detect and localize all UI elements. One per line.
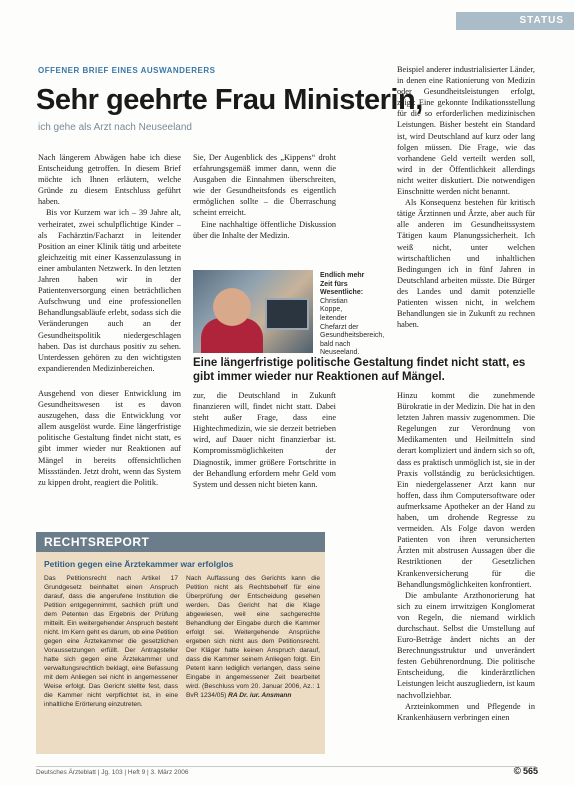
paragraph: Arzteinkommen und Pflegende in Krankenhäusern verbringen einen	[397, 701, 535, 722]
paragraph: Die ambulante Arzthonorierung hat sich zu einem irrwitzigen Konglomerat von Regeln, die niemand wirklich durchschaut. Selbst die Umstellung auf Euro-Beträge ändert nichts an der Berechnungsstruktur und unverändert festen Gebührenordnung. Die politische Entscheidung, die kinderärztlichen Leistungen leicht auszugliedern, ist kaum nachvollziehbar.	[397, 590, 535, 700]
page-footer	[36, 766, 536, 776]
copyright-c-icon: ©	[513, 766, 521, 777]
paragraph: Beispiel anderer industrialisierter Länder, in denen eine Rationierung von Medizin oder Gesundheitsleistungen erfolgt, zeigt: Eine gekonnte Indikationsstellung für die so erforderlichen medizinischen Leistungen. Bisher besteht ein Standard ist, wird Deutschland auf kurz oder lang folgen müssen. Die Frage, wie das vorhandene Geld verteilt werden soll, wird in der Öffentlichkeit allerdings nicht weiter diskutiert. Die notwendigen Einschnitte werden nicht benannt.	[397, 65, 535, 197]
report-column-1	[44, 574, 178, 750]
page-number-value: 565	[522, 766, 538, 776]
pull-quote: Eine längerfristige politische Gestaltung findet nicht statt, es gibt immer wieder nur Reaktionen auf Mängel.	[193, 357, 526, 383]
article-column-1-top	[38, 152, 181, 378]
article-column-3-top	[397, 64, 535, 352]
article-kicker: OFFENER BRIEF EINES AUSWANDERERS	[38, 66, 216, 75]
paragraph: Bis vor Kurzem war ich – 39 Jahre alt, verheiratet, zwei schulpflichtige Kinder – als Fachärztin/Facharzt in leitender Position an einer Klinik tätig und arbeitete gleichzeitig mit einer Kassenzulassung in einer ambulanten Netzwerk. In den letzten Jahren haben wir in der Patientenversorgung einen beträchtlichen Aufschwung und eine professionellen Behandlungsabläufe erlebt, sodass sich die Veränderungen auch an der Gesundheitspolitik niedergeschlagen haben. Das ist durchaus positiv zu sehen. Unterdessen gehören zu den wichtigsten expandierenden Medizinbereichen.	[38, 208, 181, 373]
paragraph: zur, die Deutschland in Zukunft finanzieren will, findet nicht statt. Dabei steht außer Frage, dass eine Hightechmedizin, wie sie derzeit betrieben wird, auf Dauer nicht finanzierbar ist. Kompromissmöglichkeiten der Diagnostik, immer größere Fortschritte in der Behandlung erfordern mehr Geld vom System und dessen nicht bieten kann.	[193, 391, 336, 489]
report-header: RECHTSREPORT	[36, 532, 325, 552]
section-tag: STATUS	[456, 12, 574, 30]
paragraph: Eine nachhaltige öffentliche Diskussion über die Inhalte der Medizin.	[193, 219, 336, 240]
journal-citation: Deutsches Ärzteblatt | Jg. 103 | Heft 9 | 3. März 2006	[36, 769, 189, 776]
report-column-2	[186, 574, 320, 750]
paragraph: Hinzu kommt die zunehmende Bürokratie in der Medizin. Die hat in den letzten Jahren massiv zugenommen. Die Regelungen zur Verordnung von Medikamenten und Heilmitteln sind derart kompliziert und ändern sich so oft, dass es praktisch unmöglich ist, sie in der Praxis vollständig zu berücksichtigen. Ein niedergelassener Arzt kann nur hoffen, dass ihm Computersoftware oder aufmerksame Apotheker an der Hand zu haben, um drohende Regresse zu vermeiden. Als Folge davon werden Patienten von ihren verunsicherten Ärzten mit abstrusen Aussagen über die Restriktionen der Gesetzlichen Krankenversicherung für die Behandlungsmöglichkeiten konfrontiert.	[397, 391, 535, 589]
article-subhead: ich gehe als Arzt nach Neuseeland	[38, 122, 192, 133]
page-number	[514, 766, 538, 777]
report-text: Nach Auffassung des Gerichts kann die Petition nicht als Rechtsbehelf für eine Überprüfung der Entscheidung gesehen werden. Das Gericht hat die Klage abgewiesen, weil eine sachgerechte Behandlung der Eingabe durch die Kammer erfolgt sei. Weitergehende Ansprüche ergeben sich nicht aus dem Petitionsrecht. Der Kläger hatte keinen Anspruch darauf, dass die Kammer seinem Anliegen folgt. Ein Petent kann lediglich verlangen, dass seine Eingabe in angemessener Zeit bearbeitet wird. (Beschluss vom 20. Januar 2006, Az.: 1 BvR 1234/05)	[186, 575, 320, 699]
report-text: Das Petitionsrecht nach Artikel 17 Grundgesetz beinhaltet einen Anspruch darauf, dass die angerufene Institution die Petition entgegennimmt, sachlich prüft und dem Petenten das Ergebnis der Prüfung mitteilt. Ein weitergehender Anspruch besteht nicht. Im Kern geht es darum, ob eine Petition gegen eine Ärztekammer die gesetzlichen Voraussetzungen erfüllt. Der Antragsteller hatte sich gegen eine Ärztekammer und verwaltungsrechtlich beklagt, eine Befassung mit dem Anliegen sei nicht in angemessener Weise erfolgt. Das Gericht stellte fest, dass die Kammer nicht verpflichtet ist, in eine inhaltliche Erörterung einzutreten.	[44, 575, 178, 708]
paragraph: Ausgehend von dieser Entwicklung im Gesundheitswesen ist es davon auszugehen, dass die Entwicklung vor allem ausgelöst wurde. Eine längerfristige politische Gestaltung findet nicht statt, es gibt immer wieder nur Reaktionen auf Mängel in bereits offensichtlichen Missständen. Jetzt droht, wenn das System zu kippen droht, reagiert die Politik.	[38, 389, 181, 487]
person-head	[213, 288, 251, 326]
article-photo	[193, 270, 313, 353]
computer-monitor	[265, 298, 309, 330]
article-column-3-bottom	[397, 390, 535, 760]
report-title: Petition gegen eine Ärztekammer war erfolglos	[44, 559, 234, 569]
paragraph: Nach längerem Abwägen habe ich diese Entscheidung getroffen. In diesem Brief möchte ich Ihnen erläutern, welche Gründe zu diesem Entschluss geführt haben.	[38, 153, 181, 207]
photo-caption	[320, 272, 385, 358]
article-column-2-top	[193, 152, 336, 264]
paragraph: Als Konsequenz bestehen für kritisch tätige Ärztinnen und Ärzte, aber auch für alle anderen im Gesundheitssystem Tätigen kaum Planungssicherheit. Ich weiß nicht, unter welchen wirtschaftlichen und inhaltlichen Bedingungen ich in fünf Jahren in Deutschland arbeiten müsste. Die Bürger des Landes und damit potenzielle Patienten wissen nicht, in welchem Behandlungen sie in Zukunft zu rechnen haben.	[397, 198, 535, 330]
article-column-2-bottom	[193, 390, 336, 524]
article-column-1-bottom	[38, 388, 181, 524]
report-signature: RA Dr. iur. Ansmann	[228, 692, 292, 699]
photo-caption-title: Endlich mehr Zeit fürs Wesentliche:	[320, 272, 365, 297]
paragraph: Sie, Der Augenblick des „Kippens“ droht erfahrungsgemäß immer dann, wenn die Ausgaben die Einnahmen überschreiten, wie der Gesundheitsfonds es eigentlich ermöglichen sollte – die Überraschung scheint erreicht.	[193, 153, 336, 218]
article-headline: Sehr geehrte Frau Ministerin,	[36, 84, 423, 116]
photo-caption-text: Christian Koppe, leitender Chefarzt der Gesundheitsbereich, bald nach Neuseeland.	[320, 297, 385, 357]
